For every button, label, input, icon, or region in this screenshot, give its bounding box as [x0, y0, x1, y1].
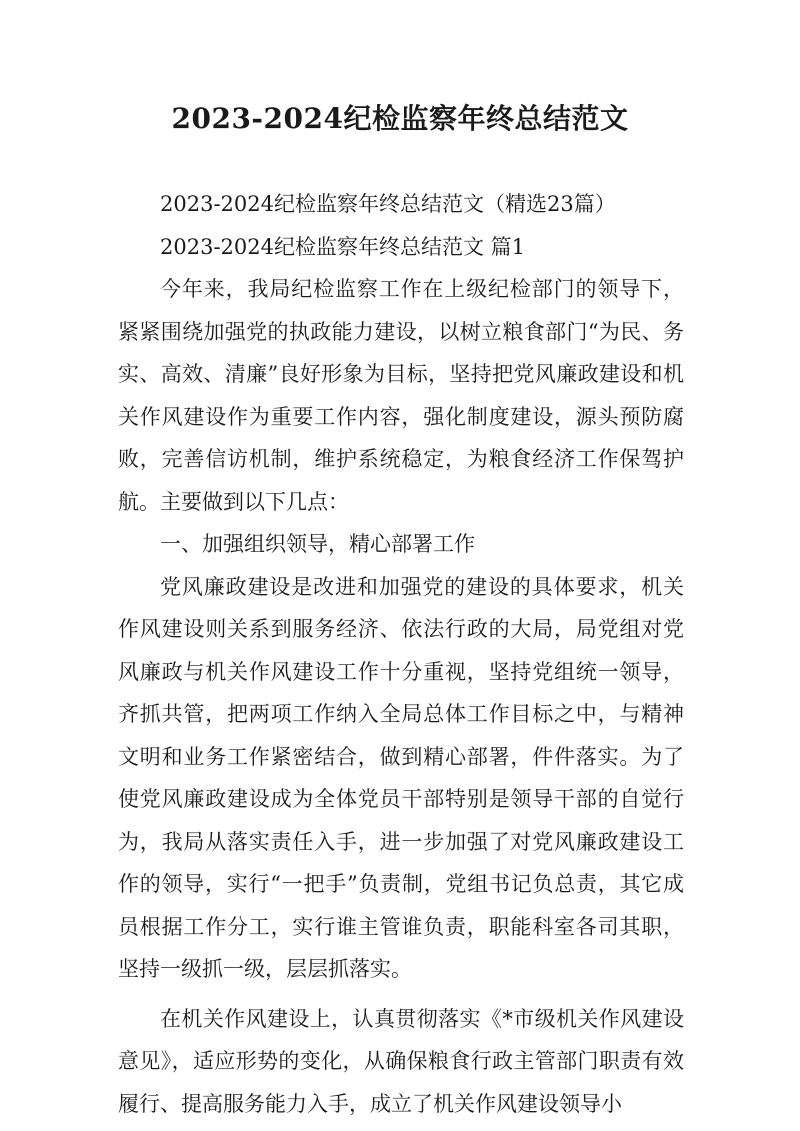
document-subtitle: 2023-2024纪检监察年终总结范文（精选23篇）	[160, 192, 616, 216]
section-label: 2023-2024纪检监察年终总结范文 篇1	[160, 234, 526, 259]
document-title: 2023-2024纪检监察年终总结范文	[171, 102, 629, 135]
paragraph-intro: 今年来，我局纪检监察工作在上级纪检部门的领导下，紧紧围绕加强党的执政能力建设，以树立粮食部门“为民、务实、高效、清廉”良好形象为目标，坚持把党风廉政建设和机关作风建设作为重要工作内容，强化制度建设，源头预防腐败，完善信访机制，维护系统稳定，为粮食经济工作保驾护航。主要做到以下几点：	[118, 277, 684, 514]
section-heading: 一、加强组织领导，精心部署工作	[160, 532, 475, 556]
document-body	[118, 183, 684, 1125]
paragraph-leadership: 党风廉政建设是改进和加强党的建设的具体要求，机关作风建设则关系到服务经济、依法行政的大局，局党组对党风廉政与机关作风建设工作十分重视，坚持党组统一领导，齐抓共管，把两项工作纳入全局总体工作目标之中，与精神文明和业务工作紧密结合，做到精心部署，件件落实。为了使党风廉政建设成为全体党员干部特别是领导干部的自觉行为，我局从落实责任入手，进一步加强了对党风廉政建设工作的领导，实行“一把手”负责制，党组书记负总责，其它成员根据工作分工，实行谁主管谁负责，职能科室各司其职，坚持一级抓一级，层层抓落实。	[118, 574, 684, 981]
paragraph-work-style: 在机关作风建设上，认真贯彻落实《*市级机关作风建设意见》，适应形势的变化，从确保粮食行政主管部门职责有效履行、提高服务能力入手，成立了机关作风建设领导小	[118, 1006, 684, 1116]
